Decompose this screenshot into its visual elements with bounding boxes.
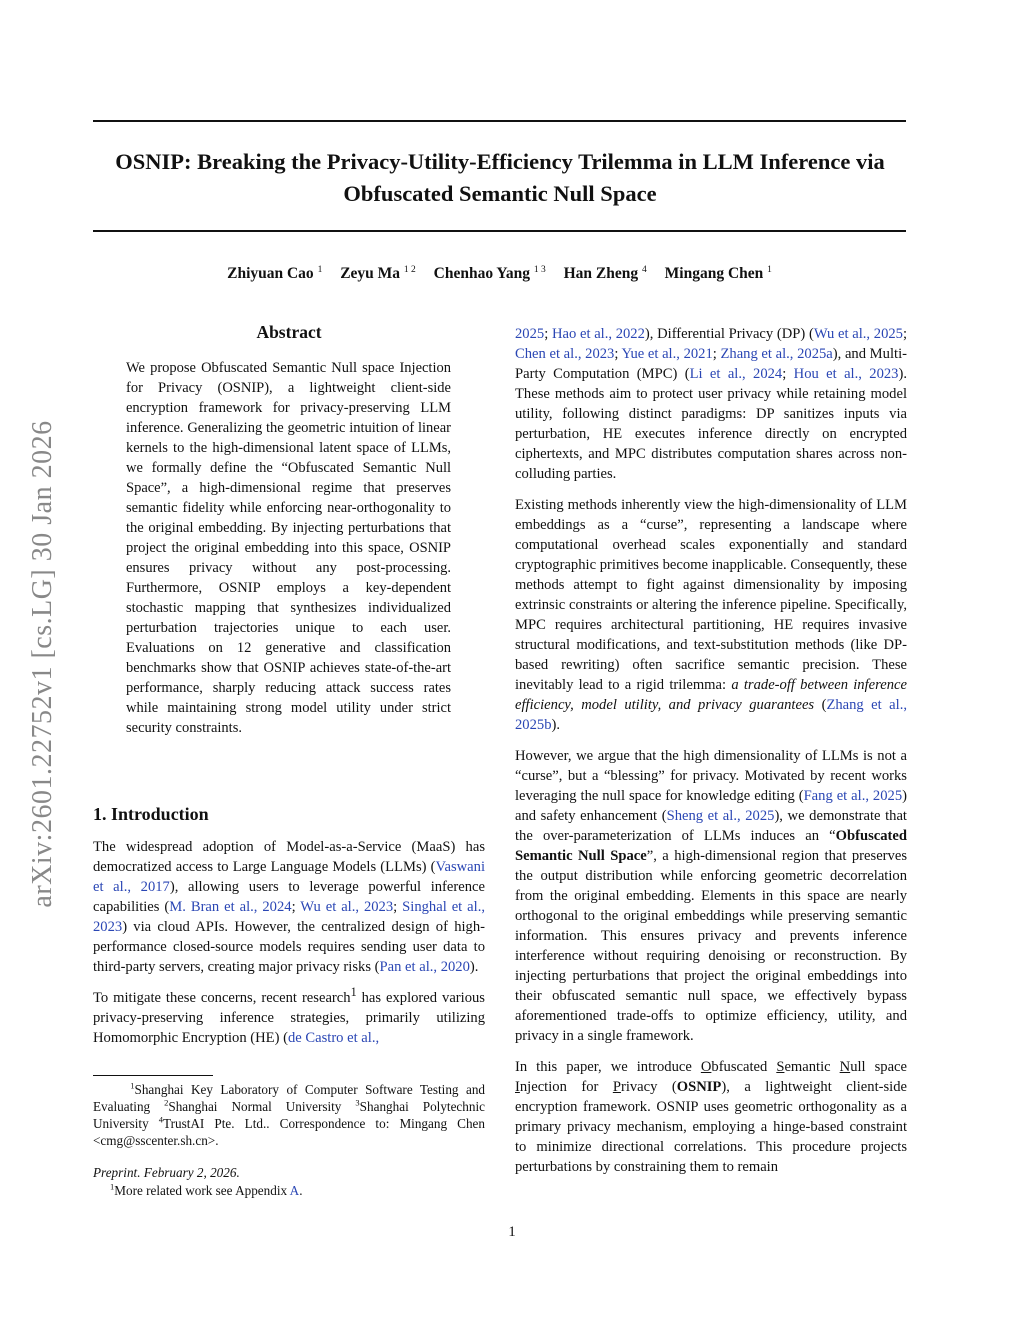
citation-link[interactable]: Vaswani et al., 2017 [93,859,485,895]
citation-link[interactable]: Hao et al., 2022 [551,326,645,342]
citation-link[interactable]: M. Bran et al., 2024 [169,899,292,915]
footnote-rule [93,1075,213,1076]
footnote-marker[interactable]: 1 [350,985,357,1000]
author-list [93,265,906,283]
paragraph: In this paper, we introduce Obfuscated Semantic Null space Injection for Privacy (OSNIP), a lightweight client-side encryption framework. OSNIP uses geometric orthogonality as a primary privacy mechanism, employing a hinge-based constraint to minimize directional correlations. This procedure projects perturbations by constraining them to remain [515,1059,908,1175]
abstract-text: We propose Obfuscated Semantic Null space Injection for Privacy (OSNIP), a lightweight client-side encryption framework for privacy-preserving LLM inference. Generalizing the geometric intuition of linear kernels to the high-dimensional latent space of LLMs, we formally define the “Obfuscated Semantic Null Space”, a high-dimensional regime that preserves semantic fidelity while enforcing near-orthogonality to the original embedding. By injecting perturbations that project the original embedding into this space, OSNIP ensures privacy without any post-processing. Furthermore, OSNIP employs a key-dependent stochastic mapping that synthesizes individualized perturbation trajectories unique to each user. Evaluations on 12 generative and classification benchmarks show that OSNIP achieves state-of-the-art performance, sharply reducing attack success rates while maintaining strong model utility under strict security constraints. [126,360,451,736]
citation-link[interactable]: Sheng et al., 2025 [666,808,775,824]
author: Chenhao Yang $^{1 3}$ [433,264,546,282]
left-column-body [93,837,485,1059]
author: Zhiyuan Cao $^1$ [227,264,323,282]
title-top-rule [93,120,906,122]
right-column-body [515,324,907,1188]
affiliation-footnote: $^1$Shanghai Key Laboratory of Computer Software Testing and Evaluating $^2$Shanghai Normal University $^3$Shanghai Polytechnic University $^4$TrustAI Pte. Ltd.. Correspondence to: Mingang Chen <cmg@sscenter.sh.cn>. [93,1080,486,1148]
footnote-related-work: $^1$More related work see Appendix A. [110,1181,303,1198]
author: Mingang Chen $^1$ [664,264,772,282]
author: Han Zheng $^4$ [563,264,647,282]
citation-link[interactable]: Yue et al., 2021 [621,346,713,362]
citation-link[interactable]: de Castro et al., [287,1030,380,1046]
citation-link[interactable]: Chen et al., 2023 [515,346,615,362]
citation-link[interactable]: Zhang et al., 2025a [720,346,833,362]
citation-link[interactable]: Li et al., 2024 [689,366,783,382]
author: Zeyu Ma $^{1 2}$ [340,264,416,282]
citation-link[interactable]: Zhang et al., 2025b [515,697,907,733]
paragraph: However, we argue that the high dimensionality of LLMs is not a “curse”, but a “blessing” for privacy. Motivated by recent works leveraging the null space for knowledge editing (Fang et al., 2025) and safety enhancement (Sheng et al., 2025), we demonstrate that the over-parameterization of LLMs induces an “Obfuscated Semantic Null Space”, a high-dimensional region that preserves the output distribution while enforcing geometric decorrelation from the original embedding. Elements in this space are nearly orthogonal to the original embeddings while preserving semantic information. This ensures privacy and prevents inference interference without requiring denoising or reconstruction. By injecting perturbations that project the original embeddings into their obfuscated semantic null space, we effectively bypass aforementioned trade-offs to optimize efficiency, utility, and privacy in a single framework. [515,748,907,1044]
citation-link[interactable]: Pan et al., 2020 [379,959,470,975]
citation-link[interactable]: 2025 [515,326,545,342]
paragraph: To mitigate these concerns, recent research$^1$ has explored various privacy-preserving inference strategies, primarily utilizing Homomorphic Encryption (HE) (de Castro et al., [93,985,485,1046]
paper-title: OSNIP: Breaking the Privacy-Utility-Efficiency Trilemma in LLM Inference via Obfuscated Semantic Null Space [115,149,885,206]
citation-link[interactable]: Fang et al., 2025 [803,788,903,804]
paragraph: Existing methods inherently view the high-dimensionality of LLM embeddings as a “curse”, representing a landscape where computational overhead scales exponentially and standard cryptographic primitives become inapplicable. Consequently, these methods attempt to fight against dimensionality by imposing extrinsic constraints or altering the inference pipeline. Specifically, MPC requires architectural partitioning, HE requires invasive structural modifications, and text-substitution methods (like DP-based rewriting) often sacrifice semantic precision. These inevitably lead to a rigid trilemma: a trade-off between inference efficiency, model utility, and privacy guarantees (Zhang et al., 2025b). [515,497,907,733]
section-heading-introduction: 1. Introduction [93,804,209,824]
citation-link[interactable]: Wu et al., 2023 [300,899,394,915]
citation-link[interactable]: Hou et al., 2023 [793,366,899,382]
title-bottom-rule [93,230,906,232]
paragraph: 2025; Hao et al., 2022), Differential Privacy (DP) (Wu et al., 2025; Chen et al., 2023; Yue et al., 2021; Zhang et al., 2025a), and Multi-Party Computation (MPC) (Li et al., 2024; Hou et al., 2023). These methods aim to protect user privacy while retaining model utility, following distinct paradigms: DP sanitizes inputs via perturbation, HE executes inference directly on encrypted ciphertexts, and MPC distributes computation shares across non-colluding parties. [515,326,908,482]
arxiv-identifier: arXiv:2601.22752v1 [cs.LG] 30 Jan 2026 [27,420,58,908]
preprint-date: Preprint. February 2, 2026. [93,1165,240,1180]
page-number: 1 [508,1224,516,1240]
citation-link[interactable]: Wu et al., 2025 [813,326,903,342]
citation-link[interactable]: Singhal et al., 2023 [93,899,485,935]
appendix-link[interactable]: A [289,1183,300,1198]
paragraph: The widespread adoption of Model-as-a-Service (MaaS) has democratized access to Large Language Models (LLMs) (Vaswani et al., 2017), allowing users to leverage powerful inference capabilities (M. Bran et al., 2024; Wu et al., 2023; Singhal et al., 2023) via cloud APIs. However, the centralized design of high-performance closed-source models requires sending user data to third-party servers, creating major privacy risks (Pan et al., 2020). [93,839,485,975]
abstract-heading: Abstract [256,322,322,342]
